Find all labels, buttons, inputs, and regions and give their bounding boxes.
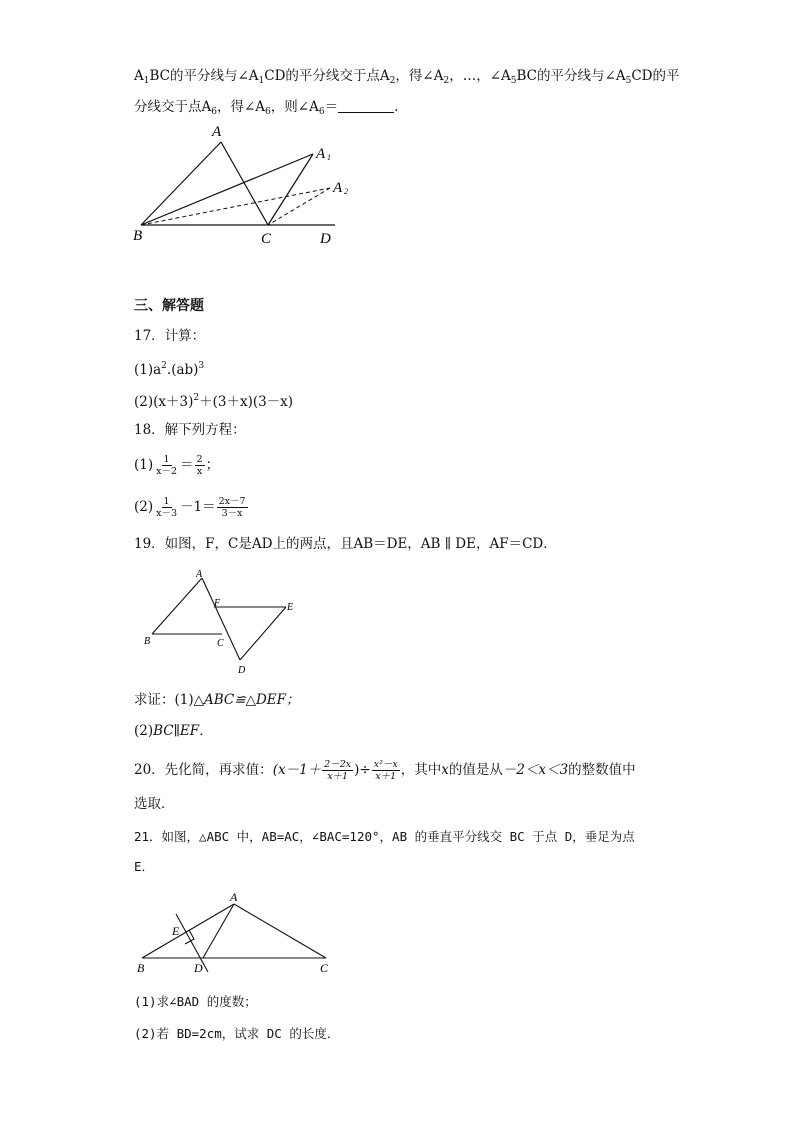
text: (1) (134, 457, 154, 473)
label-e: E (287, 602, 294, 613)
text: . (394, 99, 399, 115)
numerator: 1 (163, 496, 170, 507)
denominator: x (196, 466, 203, 477)
subscript: 2 (389, 76, 396, 86)
subscript: 6 (318, 107, 325, 117)
text: 的整数值中 (568, 762, 636, 778)
line-ba (142, 904, 234, 958)
text: ，…，∠A (449, 68, 511, 84)
numerator: 2 (196, 454, 203, 465)
numerator: x²－x (373, 759, 398, 770)
q17-part1 (134, 356, 204, 380)
text: .(ab) (166, 362, 199, 378)
q19-proof-1 (134, 690, 300, 710)
q21-sub-2: (2)若 BD=2cm，试求 DC 的长度． (134, 1026, 340, 1041)
text: CD的平分线交于点A (264, 68, 390, 84)
fraction (195, 454, 205, 477)
text: ，得∠A (216, 99, 266, 115)
q18-part2 (134, 494, 249, 520)
line-ba2 (141, 188, 330, 225)
subscript: 6 (265, 107, 271, 117)
text: ＋(3＋x)(3－x) (199, 394, 294, 410)
section-title: 三、解答题 (134, 298, 204, 314)
figure-angle-bisectors (130, 118, 370, 253)
math-expr: BC∥EF． (153, 723, 213, 739)
text: ； (205, 457, 220, 473)
label-a1: A (316, 146, 326, 162)
text: ，其中 (400, 762, 442, 778)
math-expr: (x－1＋ (272, 762, 322, 778)
subscript: 2 (443, 76, 450, 86)
answer-blank[interactable] (338, 98, 394, 113)
line-ad (203, 904, 234, 958)
line-ab (152, 578, 202, 634)
denominator: x－3 (156, 508, 178, 519)
subscript: 1 (258, 76, 265, 86)
fraction (322, 759, 353, 782)
q21-sub-1: (1)求∠BAD 的度数； (134, 994, 257, 1009)
math-expr: )÷ (354, 762, 371, 778)
text: (2)(x＋3) (134, 394, 194, 410)
text: (2) (134, 499, 154, 515)
text-a: A (134, 68, 144, 84)
q20-line-1 (134, 757, 636, 783)
text: (1)a (134, 362, 162, 378)
text: CD的平 (631, 68, 680, 84)
superscript: 3 (198, 361, 205, 371)
q21-line-1: 21．如图，△ABC 中，AB=AC，∠BAC=120°，AB 的垂直平分线交 BC 于点 D，垂足为点 (134, 829, 635, 844)
subscript: 5 (625, 76, 632, 86)
text: ＝ (180, 457, 194, 473)
label-b: B (133, 228, 143, 244)
q18-prompt: 18．解下列方程： (134, 422, 246, 438)
label-e: E (172, 924, 180, 938)
fraction (372, 759, 400, 782)
label-c: C (320, 961, 329, 975)
denominator: x＋1 (375, 771, 397, 782)
line-a1c (268, 154, 313, 225)
label-c: C (217, 638, 224, 649)
text: ＝ (324, 99, 339, 115)
denominator: 3－x (221, 508, 243, 519)
q19-prompt: 19．如图，F，C是AD上的两点，且AB＝DE，AB ∥ DE，AF＝CD． (134, 536, 557, 552)
numerator: 1 (163, 454, 170, 465)
q17-part2 (134, 388, 293, 412)
line-a2c (268, 188, 330, 225)
q21-line-2: E． (134, 859, 155, 874)
text: ，得∠A (395, 68, 444, 84)
subscript: 1 (143, 76, 150, 86)
label-d: D (194, 961, 203, 975)
figure-q21 (134, 888, 339, 980)
label-d: D (238, 665, 246, 676)
denominator: x＋1 (327, 771, 349, 782)
text: 20．先化简，再求值： (134, 762, 273, 778)
label-a: A (196, 569, 203, 580)
line-ac (221, 142, 268, 225)
line-ac (234, 904, 326, 958)
text: BC的平分线与∠A (149, 68, 259, 84)
text: －1＝ (180, 499, 216, 515)
label-a: A (212, 124, 222, 140)
label-a1-sub: 1 (327, 153, 331, 162)
figure-q19 (140, 568, 310, 678)
text: ，则∠A (270, 99, 319, 115)
text: 的值是从 (448, 762, 503, 778)
line-de (240, 607, 286, 660)
intro-line-1 (134, 66, 679, 91)
q17-prompt: 17．计算： (134, 328, 206, 344)
math-expr: △ABC≌△DEF； (193, 692, 300, 708)
label-b: B (137, 961, 145, 975)
denominator: x－2 (156, 466, 178, 477)
label-a: A (230, 890, 238, 904)
superscript: 2 (193, 393, 200, 403)
subscript: 5 (510, 76, 517, 86)
superscript: 2 (161, 361, 167, 371)
math-var: x (441, 762, 449, 778)
text: (2) (134, 723, 154, 739)
label-b: B (144, 636, 151, 647)
label-d: D (320, 231, 331, 247)
fraction (154, 496, 179, 519)
text: BC的平分线与∠A (516, 68, 626, 84)
text: 求证：(1) (134, 692, 194, 708)
numerator: 2x－7 (218, 496, 246, 507)
text: 分线交于点A (134, 99, 212, 115)
label-c: C (261, 231, 272, 247)
line-ba (141, 142, 221, 225)
math-expr: －2＜x＜3 (502, 762, 569, 778)
subscript: 6 (211, 107, 217, 117)
label-a2-sub: 2 (344, 187, 348, 196)
label-f: F (214, 598, 221, 609)
q20-line-2: 选取． (134, 796, 175, 812)
fraction (154, 454, 179, 477)
label-a2: A (333, 180, 343, 196)
q18-part1 (134, 452, 219, 478)
numerator: 2－2x (324, 759, 352, 770)
line-ba1 (141, 154, 313, 225)
fraction (217, 496, 248, 519)
q19-proof-2 (134, 721, 213, 741)
